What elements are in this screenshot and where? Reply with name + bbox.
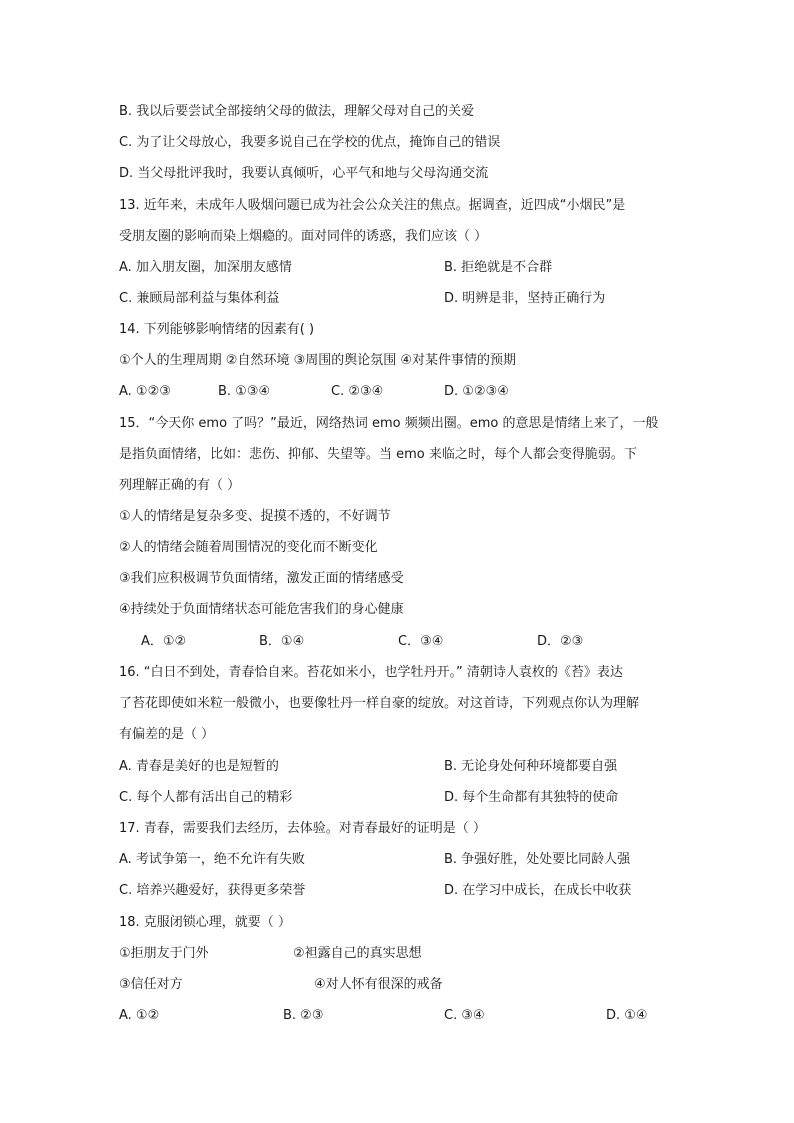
q13-stem-line1: 13. 近年来，未成年人吸烟问题已成为社会公众关注的焦点。据调查，近四成“小烟民”是 <box>119 198 626 213</box>
q14-option-c: C. ②③④ <box>331 384 384 399</box>
q18-item-3: ③信任对方 <box>119 977 183 992</box>
q18-option-d: D. ①④ <box>606 1008 648 1023</box>
q14-items: ①个人的生理周期 ②自然环境 ③周围的舆论氛围 ④对某件事情的预期 <box>119 353 517 368</box>
q14-stem: 14. 下列能够影响情绪的因素有( ) <box>119 322 315 337</box>
q15-item-4: ④持续处于负面情绪状态可能危害我们的身心健康 <box>119 602 404 617</box>
q12-option-b: B. 我以后要尝试全部接纳父母的做法，理解父母对自己的关爱 <box>119 104 475 119</box>
q16-stem-line1: 16. “白日不到处，青春恰自来。苔花如米小，也学牡丹开。” 清朝诗人袁枚的《苔》表达 <box>119 665 623 680</box>
q18-item-2: ②袒露自己的真实思想 <box>293 946 422 961</box>
q13-option-c: C. 兼顾局部利益与集体利益 <box>119 291 280 306</box>
q17-option-d: D. 在学习中成长，在成长中收获 <box>444 883 632 898</box>
q18-option-c: C. ③④ <box>444 1008 485 1023</box>
q17-option-a: A. 考试争第一，绝不允许有失败 <box>119 852 305 867</box>
q16-option-b: B. 无论身处何种环境都要自强 <box>444 759 618 774</box>
q16-stem-line2: 了苔花即使如米粒一般微小，也要像牡丹一样自豪的绽放。对这首诗，下列观点你认为理解 <box>119 696 640 711</box>
q18-item-1: ①拒朋友于门外 <box>119 946 209 961</box>
q15-item-1: ①人的情绪是复杂多变、捉摸不透的，不好调节 <box>119 509 391 524</box>
q17-stem: 17. 青春，需要我们去经历，去体验。对青春最好的证明是（ ） <box>119 821 486 836</box>
q13-stem-line2: 受朋友圈的影响而染上烟瘾的。面对同伴的诱惑，我们应该（ ） <box>119 229 488 244</box>
q13-option-b: B. 拒绝就是不合群 <box>444 260 553 275</box>
q15-stem-line3: 列理解正确的有（ ） <box>119 478 241 493</box>
q18-option-a: A. ①② <box>119 1008 160 1023</box>
q16-option-a: A. 青春是美好的也是短暂的 <box>119 759 279 774</box>
q17-option-c: C. 培养兴趣爱好，获得更多荣誉 <box>119 883 306 898</box>
q17-option-b: B. 争强好胜，处处要比同龄人强 <box>444 852 631 867</box>
q15-option-b: B．①④ <box>259 634 305 649</box>
q15-stem-line2: 是指负面情绪，比如：悲伤、抑郁、失望等。当 emo 来临之时，每个人都会变得脆弱。下 <box>119 447 637 462</box>
q15-option-d: D．②③ <box>537 634 584 649</box>
q14-option-a: A. ①②③ <box>119 384 171 399</box>
q18-item-4: ④对人怀有很深的戒备 <box>314 977 443 992</box>
q15-option-a: A．①② <box>141 634 187 649</box>
q13-option-a: A. 加入朋友圈，加深朋友感情 <box>119 260 292 275</box>
q15-stem-line1: 15．“今天你 emo 了吗？”最近，网络热词 emo 频频出圈。emo 的意思是情绪上来了，一般 <box>119 416 659 431</box>
q16-stem-line3: 有偏差的是（ ） <box>119 727 215 742</box>
q18-option-b: B. ②③ <box>283 1008 324 1023</box>
q15-item-3: ③我们应积极调节负面情绪，激发正面的情绪感受 <box>119 571 404 586</box>
q15-option-c: C．③④ <box>398 634 444 649</box>
q12-option-c: C. 为了让父母放心，我要多说自己在学校的优点，掩饰自己的错误 <box>119 135 501 150</box>
q12-option-d: D. 当父母批评我时，我要认真倾听，心平气和地与父母沟通交流 <box>119 166 489 181</box>
q15-item-2: ②人的情绪会随着周围情况的变化而不断变化 <box>119 540 378 555</box>
q18-stem: 18. 克服闭锁心理，就要（ ） <box>119 915 291 930</box>
q16-option-d: D. 每个生命都有其独特的使命 <box>444 790 619 805</box>
q14-option-b: B. ①③④ <box>218 384 271 399</box>
q16-option-c: C. 每个人都有活出自己的精彩 <box>119 790 293 805</box>
q14-option-d: D. ①②③④ <box>444 384 509 399</box>
q13-option-d: D. 明辨是非，坚持正确行为 <box>444 291 606 306</box>
